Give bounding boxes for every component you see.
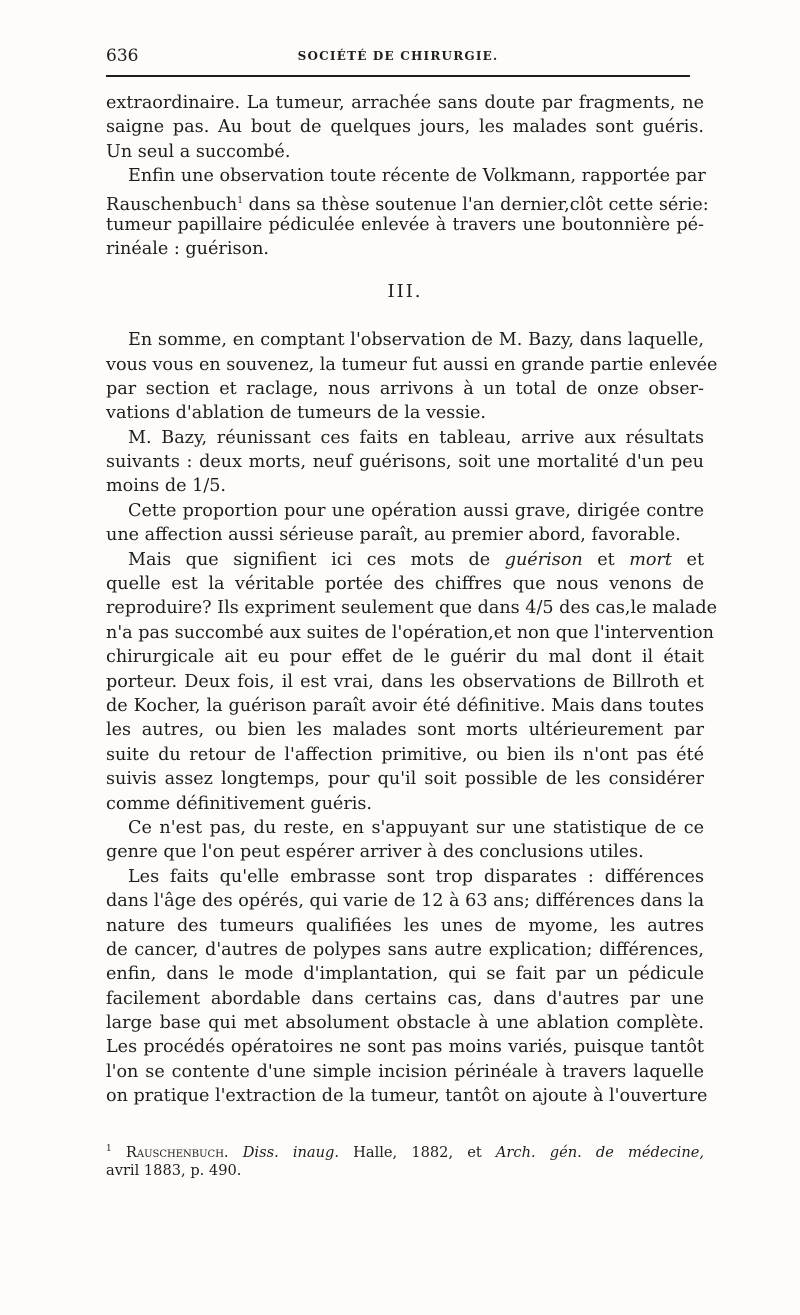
text-line: facilement abordable dans certains cas, dans d'autres par une [106,988,704,1009]
text-fragment: dans sa thèse soutenue l'an dernier,clôt cette série: [248,194,709,215]
text-line: de Kocher, la guérison paraît avoir été définitive. Mais dans toutes [106,696,704,716]
text-line [106,189,709,215]
body-text [106,91,718,1109]
text-line: porteur. Deux fois, il est vrai, dans les observations de Billroth et [106,671,704,692]
section-heading: III. [387,280,423,302]
text-line: rinéale : guérison. [106,239,270,260]
footnote-number: 1 [106,1144,112,1154]
text-line: vations d'ablation de tumeurs de la vessie. [106,403,486,424]
text-line: large base qui met absolument obstacle à une ablation complète. [106,1013,704,1034]
text-line: Ce n'est pas, du reste, en s'appuyant sur une statistique de ce [128,817,704,838]
text-fragment: et [597,549,615,570]
page-number: 636 [106,46,139,66]
text-line: tumeur papillaire pédiculée enlevée à travers une boutonnière pé- [106,214,704,235]
footnote-author: Rauschenbuch. [125,1143,229,1161]
emphasis-guerison: guérison [504,549,583,570]
text-line: M. Bazy, réunissant ces faits en tableau, arrive aux résultats [128,427,704,448]
text-line: moins de 1/5. [106,476,227,497]
running-title: SOCIÉTÉ DE CHIRURGIE. [297,49,499,63]
text-fragment: Mais que signifient ici ces mots de [128,549,491,570]
text-line: suivis assez longtemps, pour qu'il soit possible de les considérer [106,769,704,790]
text-line: une affection aussi sérieuse paraît, au premier abord, favorable. [106,525,681,546]
text-line: genre que l'on peut espérer arriver à des conclusions utiles. [106,842,644,863]
text-line: les autres, ou bien les malades sont morts ultérieurement par [106,720,704,741]
text-line: reproduire? Ils expriment seulement que dans 4/5 des cas,le malade [106,598,718,619]
text-line: saigne pas. Au bout de quelques jours, les malades sont guéris. [106,117,704,138]
text-line: Les faits qu'elle embrasse sont trop disparates : différences [128,866,704,887]
text-line: extraordinaire. La tumeur, arrachée sans doute par fragments, ne [106,93,704,113]
text-line: dans l'âge des opérés, qui varie de 12 à 63 ans; différences dans la [106,891,705,912]
text-line: de cancer, d'autres de polypes sans autre explication; différences, [106,939,704,960]
text-line [106,548,704,572]
text-line: n'a pas succombé aux suites de l'opération,et non que l'intervention [106,622,714,643]
text-line: par section et raclage, nous arrivons à un total de onze obser- [106,378,704,399]
footnote-journal: Arch. gén. de médecine, [495,1143,704,1161]
text-line: Un seul a succombé. [106,141,291,162]
footnote-line [106,1139,704,1160]
footnote-marker: 1 [237,195,243,206]
text-line: quelle est la véritable portée des chiffres que nous venons de [106,574,704,595]
text-line: l'on se contente d'une simple incision périnéale à travers laquelle [106,1061,704,1082]
text-line: comme définitivement guéris. [106,793,372,814]
text-line: suivants : deux morts, neuf guérisons, soit une mortalité d'un peu [106,452,704,473]
footnote-place: Halle, 1882, et [353,1143,482,1161]
text-line: vous vous en souvenez, la tumeur fut aussi en grande partie enlevée [106,354,718,375]
page-header [106,44,690,76]
text-line: En somme, en comptant l'observation de M. Bazy, dans laquelle, [128,330,704,351]
footnote-work: Diss. inaug. [242,1143,339,1161]
text-line: suite du retour de l'affection primitive, ou bien ils n'ont pas été [106,744,704,765]
text-line: Enfin une observation toute récente de Volkmann, rapportée par [128,166,706,187]
text-line: chirurgicale ait eu pour effet de le guérir du mal dont il était [106,647,704,668]
footnote-line: avril 1883, p. 490. [106,1162,242,1179]
text-line: nature des tumeurs qualifiées les unes de myome, les autres [106,915,704,936]
header-rule [106,75,690,77]
emphasis-mort: mort [629,549,673,570]
footnote [106,1139,704,1181]
text-line: on pratique l'extraction de la tumeur, tantôt on ajoute à l'ouverture [106,1086,708,1107]
text-fragment: et [686,549,705,570]
rauschenbuch-ref: Rauschenbuch [106,194,238,215]
text-line: Les procédés opératoires ne sont pas moins variés, puisque tantôt [106,1037,704,1058]
text-line: enfin, dans le mode d'implantation, qui se fait par un pédicule [106,964,704,985]
text-line: Cette proportion pour une opération aussi grave, dirigée contre [128,500,704,521]
